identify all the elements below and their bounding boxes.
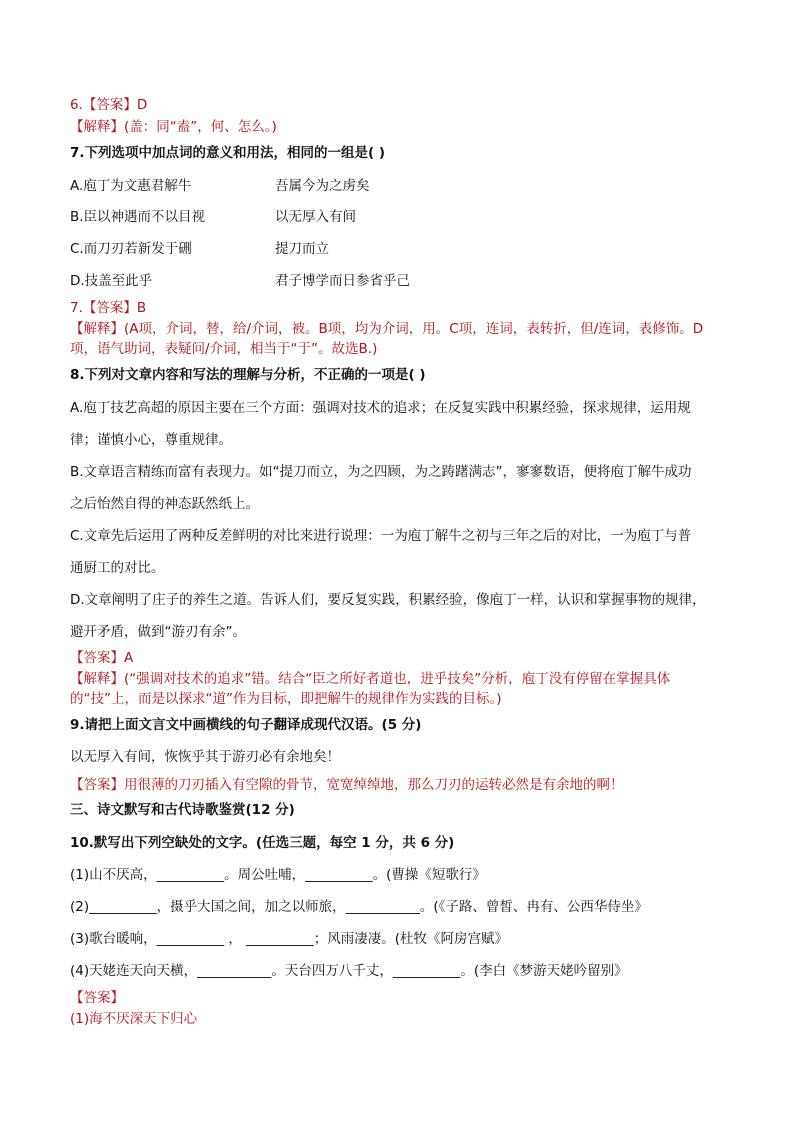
q8-option-b-line1: B.文章语言精练而富有表现力。如“提刀而立，为之四顾，为之踌躇满志”，寥寥数语，便将庖丁解牛成功 (70, 464, 692, 480)
q8-option-d-line2: 避开矛盾，做到“游刃有余”。 (70, 624, 246, 640)
q7-answer: 7.【答案】B (70, 300, 147, 316)
q8-explanation-line1: 【解释】(“强调对技术的追求”错。结合“臣之所好者道也，进乎技矣”分析，庖丁没有停留在掌握具体 (70, 671, 671, 687)
q8-option-b-line2: 之后怡然自得的神态跃然纸上。 (70, 496, 259, 512)
q8-explanation-line2: 的“技”上，而是以探求“道”作为目标，即把解牛的规律作为实践的目标。) (70, 691, 502, 707)
q8-answer: 【答案】A (70, 650, 134, 666)
q8-option-c-line2: 通厨工的对比。 (70, 560, 165, 576)
q6-answer: 6.【答案】D (70, 97, 148, 113)
q6-explanation: 【解释】(盖：同“盍”，何、怎么。) (70, 119, 277, 135)
q7-option-c-left: C.而刀刃若新发于硎 (70, 241, 192, 257)
q7-option-d (70, 272, 410, 290)
q7-option-d-left: D.技盖至此乎 (70, 273, 153, 289)
q8-option-a-line1: A.庖丁技艺高超的原因主要在三个方面：强调对技术的追求；在反复实践中积累经验，探求规律，运用规 (70, 400, 691, 416)
q9-answer: 【答案】用很薄的刀刃插入有空隙的骨节，宽宽绰绰地，那么刀刃的运转必然是有余地的啊！ (70, 777, 624, 793)
q9-sentence: 以无厚入有间，恢恢乎其于游刃必有余地矣！ (70, 749, 340, 765)
q10-item-4: (4)天姥连天向天横，___________。天台四万八千丈，__________。(李白《梦游天姥吟留别》 (70, 963, 628, 979)
q7-option-b-right: 以无厚入有间 (275, 209, 356, 225)
q9-question: 9.请把上面文言文中画横线的句子翻译成现代汉语。(5 分) (70, 717, 422, 733)
q7-option-c-right: 提刀而立 (275, 241, 329, 257)
q7-option-c (70, 240, 329, 258)
q7-option-a-right: 吾属今为之虏矣 (275, 178, 370, 194)
q8-option-d-line1: D.文章阐明了庄子的养生之道。告诉人们，要反复实践，积累经验，像庖丁一样，认识和掌握事物的规律， (70, 592, 706, 608)
section3-title: 三、诗文默写和古代诗歌鉴赏(12 分) (70, 802, 295, 818)
q7-explanation-line1: 【解释】(A项，介词，替，给/介词，被。B项，均为介词，用。C项，连词，表转折，但/连词，表修饰。D (70, 321, 704, 337)
q7-question: 7.下列选项中加点词的意义和用法，相同的一组是( ) (70, 145, 386, 161)
q10-item-2: (2)__________，摄乎大国之间，加之以师旅，___________。(《子路、曾皙、冉有、公西华侍坐》 (70, 899, 648, 915)
q8-option-c-line1: C.文章先后运用了两种反差鲜明的对比来进行说理：一为庖丁解牛之初与三年之后的对比，一为庖丁与普 (70, 528, 692, 544)
q7-option-a (70, 177, 370, 195)
q10-item-3: (3)歌台暖响，__________ ， __________；风雨凄凄。(杜牧《阿房宫赋》 (70, 931, 508, 947)
q10-item-1: (1)山不厌高，__________。周公吐哺，__________。(曹操《短歌行》 (70, 867, 486, 883)
q8-question: 8.下列对文章内容和写法的理解与分析，不正确的一项是( ) (70, 367, 426, 383)
q7-option-b (70, 208, 356, 226)
q10-answer-label: 【答案】 (70, 990, 124, 1006)
q10-answer-1: (1)海不厌深天下归心 (70, 1011, 198, 1027)
q7-option-d-right: 君子博学而日参省乎己 (275, 273, 410, 289)
q7-explanation-line2: 项，语气助词，表疑问/介词，相当于“于”。故选B.) (70, 341, 378, 357)
q10-question: 10.默写出下列空缺处的文字。(任选三题，每空 1 分，共 6 分) (70, 835, 455, 851)
q8-option-a-line2: 律；谨慎小心，尊重规律。 (70, 432, 232, 448)
q7-option-b-left: B.臣以神遇而不以目视 (70, 209, 206, 225)
q7-option-a-left: A.庖丁为文惠君解牛 (70, 178, 192, 194)
